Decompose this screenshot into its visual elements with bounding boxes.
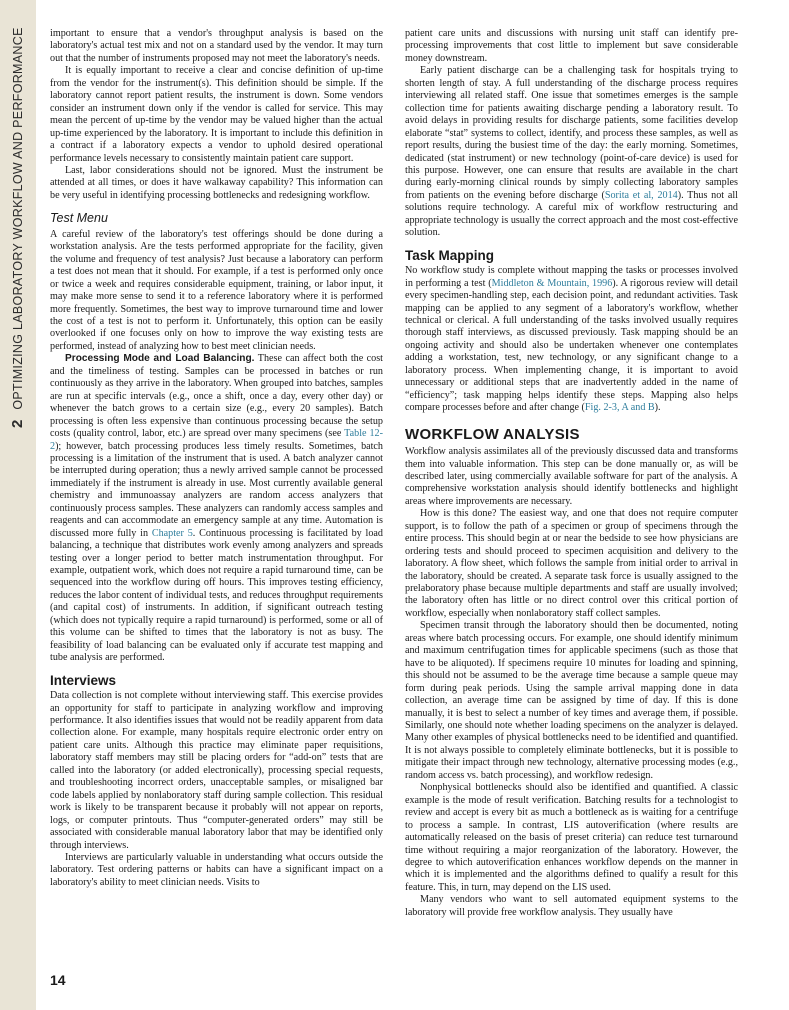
paragraph: Workflow analysis assimilates all of the previously discussed data and transforms them into valuable information. This step can be done manually or, as will be described later, using commercially available software for part of the analysis. A comprehensive workstation analysis should identify bottlenecks and highlight areas where improvements are necessary. [405, 446, 738, 507]
section-heading-interviews: Interviews [50, 672, 117, 688]
paragraph: patient care units and discussions with nursing unit staff can identify pre-processing improvements that cost little to implement but save considerable money downstream. [405, 28, 738, 64]
chapter-reference-link[interactable]: Chapter 5 [151, 527, 193, 539]
left-column [50, 28, 383, 968]
paragraph: Many vendors who want to sell automated equipment systems to the laboratory will provide free workflow analysis. They usually have [405, 894, 738, 918]
citation-link[interactable]: Middleton & Mountain, 1996 [491, 277, 613, 289]
chapter-number: 2 [9, 419, 26, 428]
section-heading-workflow-analysis: WORKFLOW ANALYSIS [405, 425, 580, 443]
run-in-heading: Processing Mode and Load Balancing. [65, 353, 255, 365]
chapter-title: OPTIMIZING LABORATORY WORKFLOW AND PERFORMANCE [10, 27, 25, 410]
citation-link[interactable]: Sorita et al, 2014 [604, 189, 678, 201]
page-number: 14 [50, 972, 66, 988]
paragraph: Interviews are particularly valuable in understanding what occurs outside the laboratory. Test ordering patterns or habits can have a significant impact on a laboratory's ability to meet clinician needs. Visits to [50, 852, 383, 888]
paragraph: Last, labor considerations should not be ignored. Must the instrument be attended at all times, or does it have walkaway capability? This information can be very useful in identifying processing bottlenecks and redesigning workflow. [50, 164, 383, 201]
right-column [405, 28, 738, 968]
paragraph: No workflow study is complete without mapping the tasks or processes involved in performing a test (Middleton & Mountain, 1996). A rigorous review will detail every specimen-handling step, each decision point, and redundant activities. Task mapping can be applied to any segment of a laboratory's workflow, whether technical or clerical. A full understanding of the tasks involved usually requires thorough staff interviews, as discussed previously. Task mapping should be an ongoing activity and should also be undertaken whenever one contemplates adding a workstation, test, new technology, or any significant change to a laboratory process. When implementing change, it is important to avoid unnecessary or additional steps that are inadvertently added in the name of “efficiency”; task mapping helps identify these steps. Mapping also helps compare processes before and after change (Fig. 2-3, A and B). [405, 265, 738, 414]
chapter-running-header [9, 27, 26, 428]
section-heading-task-mapping: Task Mapping [405, 247, 495, 263]
paragraph: important to ensure that a vendor's throughput analysis is based on the laboratory's actual test mix and not on a standard used by the vendor. It may turn out that the number of instruments proposed may not meet the laboratory's needs. [50, 28, 383, 64]
paragraph: It is equally important to receive a clear and concise definition of up-time from the vendor for the instrument(s). This definition should be simple. If the laboratory cannot report patient results, the instrument is down. Some vendors consider an instrument down only if the vendor is called for service. This may mean the percent of up-time by the vendor may be valued higher than the actual up-time experienced by the laboratory. It is important to include this definition in a contract if a laboratory expects a vendor to uphold desired operational performance levels necessary to consistently maintain patient care support. [50, 65, 383, 164]
table-reference-link[interactable]: Table 12-2 [50, 428, 383, 452]
paragraph: Nonphysical bottlenecks should also be identified and quantified. A classic example is the mode of result verification. Batching results for a technologist to review and accept is every bit as much a bottleneck as is waiting for a centrifuge to process a sample. In contrast, LIS autoverification (where results are automatically released on the basis of preset criteria) can reduce test turnaround time without requiring a major reorganization of the laboratory. However, the degree to which autoverification enhances workflow depends on the manner in which it is implemented and the algorithms defined to qualify a result for this feature. This, in turn, may depend on the LIS used. [405, 782, 738, 893]
paragraph: Early patient discharge can be a challenging task for hospitals trying to shorten length of stay. A full understanding of the discharge process requires interviewing all related staff. One issue that sometimes emerges is the sample collection time for patients awaiting discharge pending a laboratory result. To avoid delays in providing results for discharge patients, some facilities develop elaborate “stat” systems to collect, identify, and process these samples, as well as report results, during the busiest time of the day: the early morning. Sometimes, dedicated (stat instrument) or new technology (point-of-care device) is used for this purpose. However, one can ensure that results are available in the chart during early-morning clinical rounds by simply collecting laboratory samples from patients on the evening before discharge (Sorita et al, 2014). Thus not all solutions require technology. A careful mix of workflow restructuring and appropriate technology is usually the correct approach and the most cost-effective solution. [405, 65, 738, 239]
paragraph: Specimen transit through the laboratory should then be documented, noting areas where batch processing occurs. For example, one should identify minimum and maximum centrifugation times for applicable specimens (such as those that have to be aliquoted). If specimens require 10 minutes for loading and spinning, this should not be assumed to be the average time because a sample queue may form during peak periods. Using the sample arrival mapping done in data collection, an average time can be assigned by time of day. If this is done manually, it is best to select a number of key times and average them, if possible. Similarly, one should note whether loading specimens on the analyzer is delayed. Many other examples of physical bottlenecks need to be identified and quantified. It is not always possible to completely eliminate bottlenecks, but it is possible to mitigate their impact through new technology, alternative processing modes (e.g., random access vs. batch processing), and workflow redesign. [405, 620, 738, 781]
figure-reference-link[interactable]: Fig. 2-3, A and B [584, 402, 655, 414]
section-heading-test-menu: Test Menu [50, 211, 108, 226]
paragraph: Data collection is not complete without interviewing staff. This exercise provides an opportunity for staff to participate in analyzing workflow and improving performance. It also identifies issues that would not be readily apparent from data collection alone. For example, many hospitals require electronic order entry on patient care units. Although this practice may eliminate paper requisitions, laboratory staff members may still be placing orders for “add-on” tests that are called into the laboratory (or added electronically), processing special requests, and troubleshooting incorrect orders, unacceptable samples, or misaligned bar code labels applied by nonlaboratory staff during sample collection. This residual work is likely to be transparent because it probably will not appear on reports, logs, or computer printouts. Thus “computer-generated orders” may still be associated with considerable manual laboratory labor that may be identified only through interviews. [50, 690, 383, 851]
paragraph: Processing Mode and Load Balancing. These can affect both the cost and the timeliness of testing. Samples can be processed in batches or run continuously as they arrive in the laboratory. When grouped into batches, samples are run at specific intervals (e.g., once a shift, once a day, every other day) or whenever the batch grows to a certain size (e.g., every 20 samples). Batch processing is often less expensive than continuous processing because the setup costs (quality control, labor, etc.) are spread over many specimens (see Table 12-2); however, batch processing produces less timely results. Sometimes, batch processing is a limitation of the instrument that is used. A batch analyzer cannot be interrupted during operation; thus a newly arrived sample cannot be processed immediately if the instrument is already in use. Most currently available general chemistry and immunoassay analyzers are random access analyzers that continuously process samples. These analyzers can randomly access samples and reagents and can accommodate an emergency sample at any time. Automation is discussed more fully in Chapter 5. Continuous processing is facilitated by load balancing, a technique that distributes work evenly among analyzers and spreads testing over a longer period to better match instrumentation throughput. For example, outpatient work, which does not require a rapid turnaround time, can be sequenced into the workflow during off hours. This improves testing efficiency, reduces the labor content of individual tests, and reduces throughput requirements (and capital cost) of instruments. In addition, if significant outreach testing (which does not typically require a rapid turnaround) is performed, some or all of this volume can be shifted to times that the laboratory is not as busy. The feasibility of load balancing can be evaluated only if accurate test mapping and tube analysis are performed. [50, 353, 383, 664]
paragraph: A careful review of the laboratory's test offerings should be done during a workstation analysis. Are the tests performed appropriate for the facility, given the volume and frequency of test analysis? Just because a laboratory can perform a test does not mean that it should. For example, if a test is performed only once or twice a week and requires considerable equipment, training, or labor input, it may make more sense to send it to a reference laboratory where it is performed more frequently. Sometimes, the best way to improve turnaround time and lower the cost of a test is not to perform it. Unfortunately, this option can be easily overlooked if one focuses only on how to improve the way existing tests are performed, instead of analyzing how to best meet clinician needs. [50, 228, 383, 352]
paragraph: How is this done? The easiest way, and one that does not require computer support, is to follow the path of a specimen or group of specimens through the entire process. This should begin at or near the bedside to see how physicians are ordering tests and should proceed to specimen acquisition and delivery to the laboratory. A flow sheet, which follows the sample from initial order to arrival in the laboratory, should be created. A separate task force is usually assigned to the prelaboratory phase because multiple departments and staff are usually involved; the laboratory often has little or no direct control over this critical portion of workflow, especially when nonlaboratory staff collect samples. [405, 508, 738, 619]
